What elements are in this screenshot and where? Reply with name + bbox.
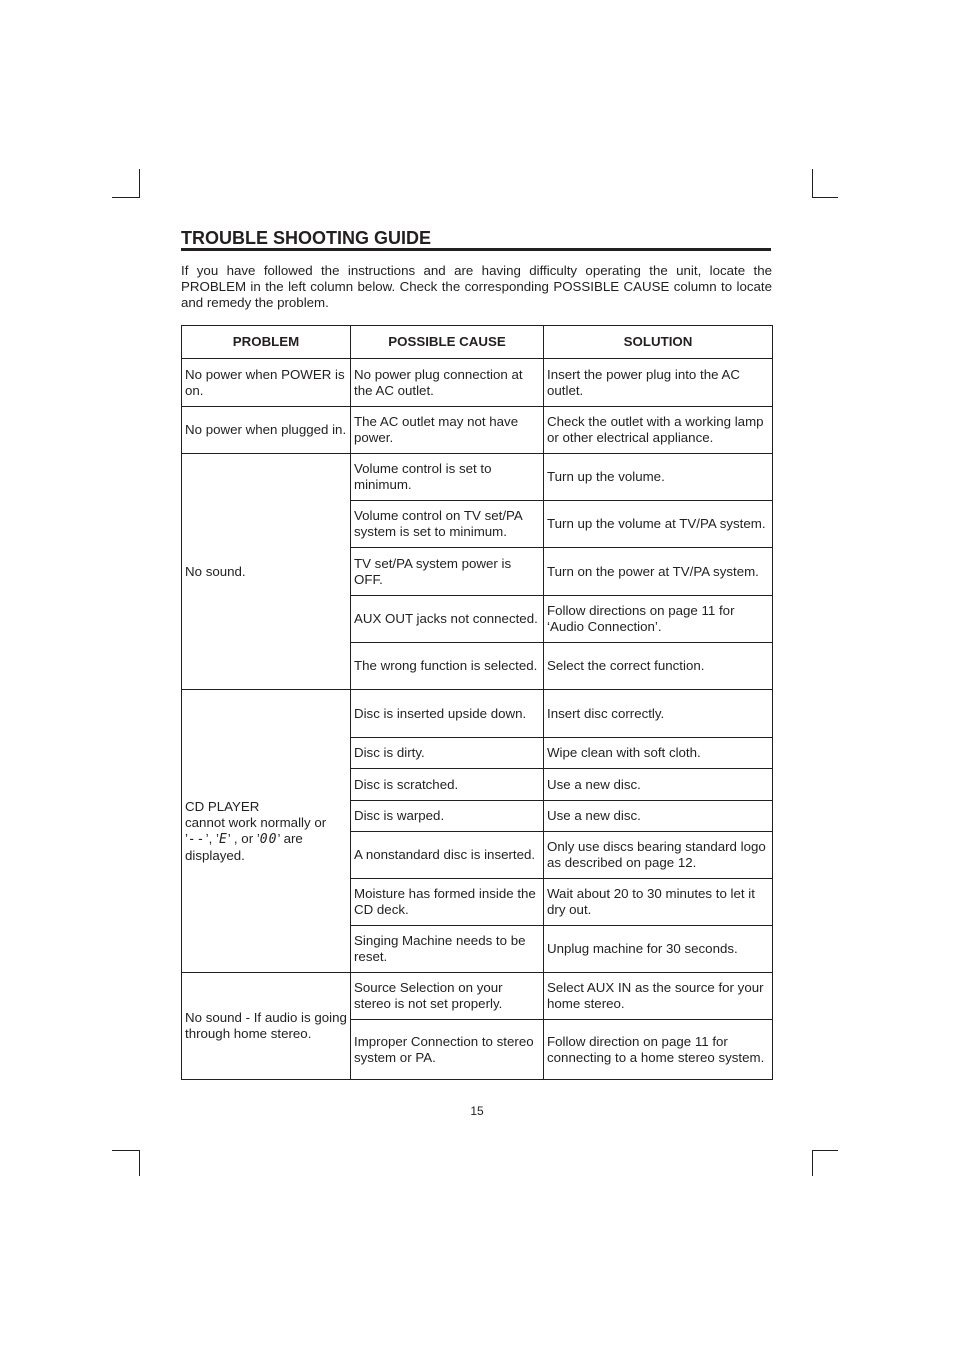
cause-cell: Disc is scratched. [351,769,544,801]
page-title: TROUBLE SHOOTING GUIDE [181,228,432,248]
crop-mark [812,197,838,198]
solution-cell: Select AUX IN as the source for your home stereo. [544,973,773,1020]
cause-cell: Volume control is set to minimum. [351,454,544,501]
solution-cell: Follow directions on page 11 for ‘Audio Connection’. [544,596,773,643]
crop-mark [812,169,813,197]
cause-cell: Singing Machine needs to be reset. [351,926,544,973]
table-header-row [182,326,773,359]
problem-cell: No power when POWER is on. [182,359,351,407]
crop-mark [139,1150,140,1176]
cause-cell: The AC outlet may not have power. [351,407,544,454]
header-solution: SOLUTION [544,326,773,359]
cause-cell: Source Selection on your stereo is not set properly. [351,973,544,1020]
cause-cell: Disc is inserted upside down. [351,690,544,738]
header-cause: POSSIBLE CAUSE [351,326,544,359]
solution-cell: Insert disc correctly. [544,690,773,738]
table-row [182,690,773,738]
solution-cell: Use a new disc. [544,769,773,801]
solution-cell: Unplug machine for 30 seconds. [544,926,773,973]
intro-paragraph: If you have followed the instructions and are having difficulty operating the unit, locate the PROBLEM in the left column below. Check the corresponding POSSIBLE CAUSE column to locate and remedy the problem. [181,263,772,310]
problem-line: cannot work normally or [185,814,327,830]
cause-cell: TV set/PA system power is OFF. [351,548,544,596]
solution-cell: Wait about 20 to 30 minutes to let it dry out. [544,879,773,926]
solution-cell: Wipe clean with soft cloth. [544,738,773,769]
cause-cell: A nonstandard disc is inserted. [351,832,544,879]
solution-cell: Turn up the volume at TV/PA system. [544,501,773,548]
quote-text: ’, ’ [205,830,219,846]
cause-cell: Improper Connection to stereo system or PA. [351,1020,544,1080]
table-row [182,407,773,454]
cause-cell: AUX OUT jacks not connected. [351,596,544,643]
cause-cell: Moisture has formed inside the CD deck. [351,879,544,926]
quote-text: ’ [185,830,188,846]
table-row [182,359,773,407]
solution-cell: Use a new disc. [544,801,773,832]
table-row [182,454,773,501]
problem-cell [182,690,351,973]
crop-mark [112,1150,140,1151]
cause-cell: Disc is dirty. [351,738,544,769]
solution-cell: Turn on the power at TV/PA system. [544,548,773,596]
solution-cell: Turn up the volume. [544,454,773,501]
crop-mark [112,197,140,198]
table-row [182,973,773,1020]
solution-cell: Check the outlet with a working lamp or other electrical appliance. [544,407,773,454]
cause-cell: No power plug connection at the AC outlet. [351,359,544,407]
quote-text: ’ , or ’ [227,830,260,846]
solution-cell: Select the correct function. [544,643,773,690]
solution-cell: Follow direction on page 11 for connecting to a home stereo system. [544,1020,773,1080]
crop-mark [812,1150,838,1151]
cause-cell: Volume control on TV set/PA system is set to minimum. [351,501,544,548]
cause-cell: The wrong function is selected. [351,643,544,690]
solution-cell: Only use discs bearing standard logo as described on page 12. [544,832,773,879]
problem-cell: No power when plugged in. [182,407,351,454]
crop-mark [812,1150,813,1176]
solution-cell: Insert the power plug into the AC outlet. [544,359,773,407]
problem-line: displayed. [185,847,245,863]
troubleshooting-table [181,325,773,1080]
error-display-icon: E [218,831,228,847]
crop-mark [139,169,140,197]
dash-display-icon: -- [187,831,206,847]
page-number: 15 [470,1104,484,1118]
title-rule [181,248,771,251]
quote-text: ’ are [277,830,303,846]
problem-cell: No sound. [182,454,351,690]
problem-cell: No sound - If audio is going through home stereo. [182,973,351,1080]
problem-line [185,831,347,848]
problem-line: CD PLAYER [185,798,260,814]
zero-display-icon: 00 [259,831,278,847]
cause-cell: Disc is warped. [351,801,544,832]
header-problem: PROBLEM [182,326,351,359]
